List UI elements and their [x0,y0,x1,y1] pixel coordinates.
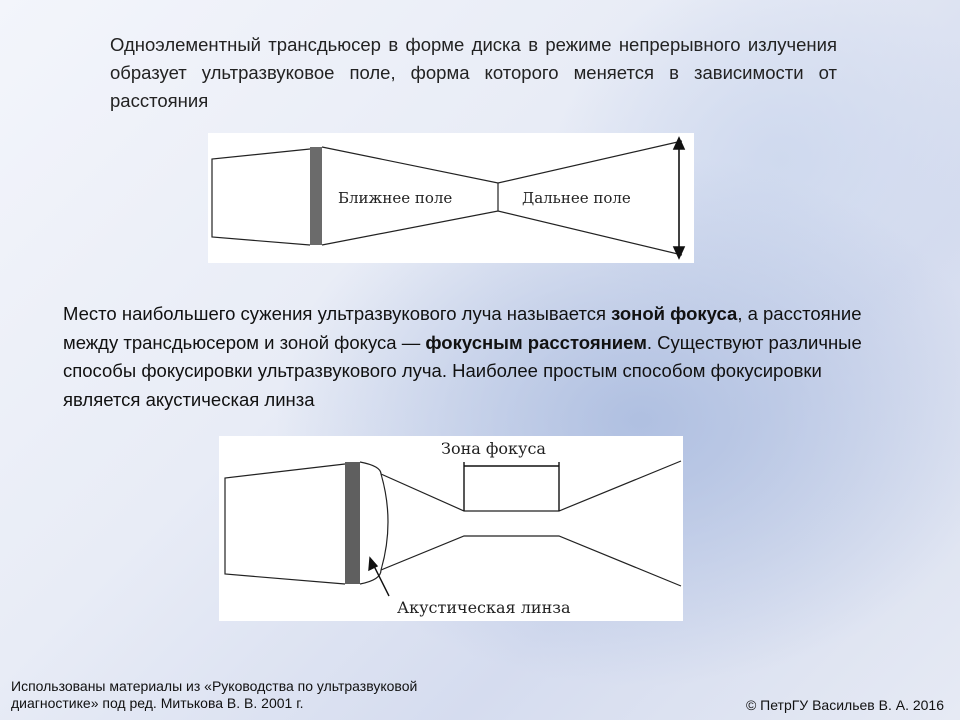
beam-outline [381,461,681,586]
transducer-element [345,462,360,584]
far-field-label: Дальнее поле [522,189,631,207]
intro-paragraph: Одноэлементный трансдьюсер в форме диска в режиме непрерывного излучения образует ультразвуковое поле, форма которого меняется в зависимости от расстояния [110,34,837,111]
beam-width-arrow [674,138,684,258]
acoustic-lens-label: Акустическая линза [397,598,571,617]
lens-pointer-arrow [369,558,389,596]
beam-shape-figure [208,133,694,263]
focus-zone-label: Зона фокуса [441,439,546,458]
transducer-housing [225,464,345,584]
copyright-note: © ПетрГУ Васильев В. А. 2016 [745,697,944,713]
acoustic-lens-figure [219,436,683,621]
focus-text-part2: , а расстояние между трансдьюсером и зоной фокуса — [63,303,862,353]
focus-text-part3: . Существуют различные способы фокусировки ультразвукового луча. Наиболее простым способом фокусировки является акустическая линза [63,331,862,410]
term-focus-zone: зоной фокуса [611,303,738,324]
near-field-label: Ближнее поле [338,189,453,207]
term-focal-distance: фокусным расстоянием [425,331,647,353]
focus-text-part1: Место наибольшего сужения ультразвукового луча называется [63,303,612,324]
focus-zone-bracket [464,462,559,511]
transducer-element [310,147,322,245]
focus-paragraph [63,300,893,414]
source-note: Использованы материалы из «Руководства по ультразвуковой диагностике» под ред. Митькова В. В. 2001 г. [11,678,418,711]
transducer-housing [212,149,310,245]
